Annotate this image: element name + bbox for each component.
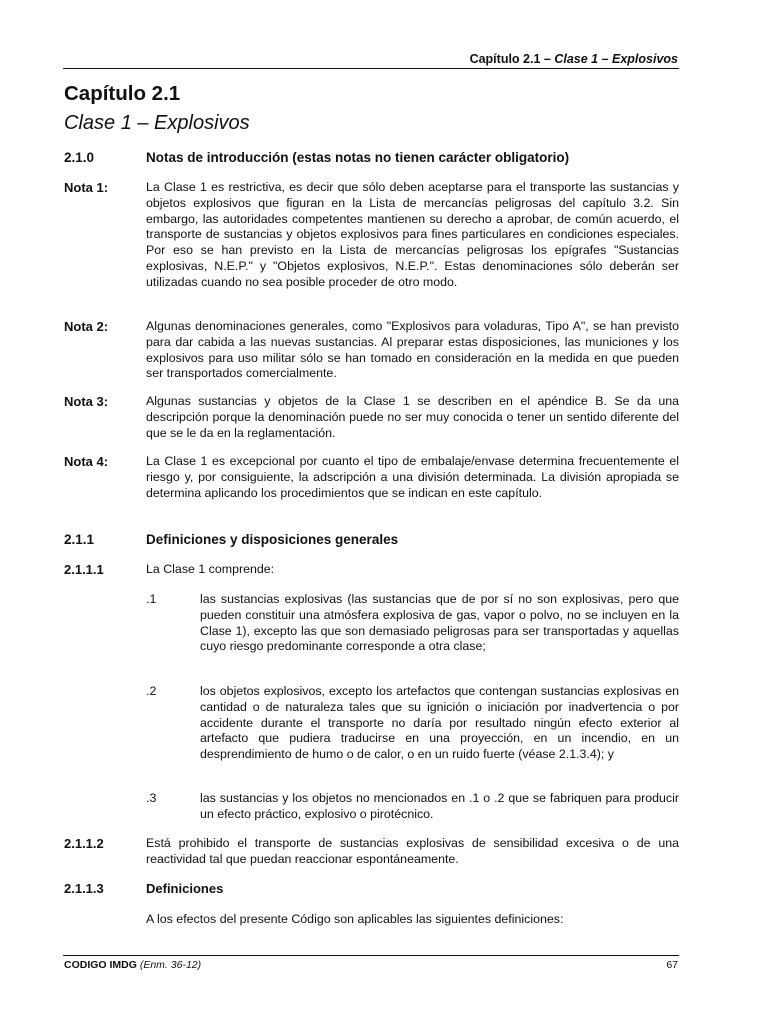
clause-number-2-1-1-2: 2.1.1.2 (64, 836, 104, 851)
list-marker: .3 (146, 791, 157, 805)
page-number: 67 (666, 959, 678, 971)
chapter-subtitle: Clase 1 – Explosivos (64, 112, 250, 134)
note-label: Nota 2: (64, 319, 109, 334)
running-header-italic: Clase 1 – Explosivos (554, 52, 678, 66)
list-marker: .1 (146, 592, 157, 606)
clause-number-2-1-1-1: 2.1.1.1 (64, 562, 104, 577)
list-item-text: las sustancias explosivas (las sustancias que de por sí no son explosivas, pero que pueden constituir una atmósfera explosiva de gas, vapor o polvo, no se incluyen en la Clase 1), excepto las que son demasiado peligrosas para ser transportadas y aquellas cuyo riesgo predominante corresponde a otra clase; (200, 592, 679, 654)
footer-rule (63, 955, 679, 956)
running-header (470, 51, 678, 67)
list-item-text: las sustancias y los objetos no mencionados en .1 o .2 que se fabriquen para producir un efecto práctico, explosivo o pirotécnico. (200, 791, 679, 821)
clause-title-2-1-1-3: Definiciones (146, 881, 224, 896)
section-title: Notas de introducción (estas notas no tienen carácter obligatorio) (146, 150, 570, 165)
list-item-text: los objetos explosivos, excepto los artefactos que contengan sustancias explosivas en cantidad o de naturaleza tales que su ignición o iniciación por inadvertencia o por accidente durante el transporte no daría por resultado ningún efecto exterior al artefacto que pudiera traducirse en una proyección, en un incendio, en un desprendimiento de humo o de calor, o en un ruido fuerte (véase 2.1.3.4); y (200, 684, 679, 762)
header-rule (63, 68, 679, 69)
note-text: Algunas sustancias y objetos de la Clase 1 se describen en el apéndice B. Se da una descripción porque la denominación puede no ser muy conocida o tener un sentido diferente del que se le da en la reglamentación. (146, 394, 679, 440)
chapter-number: Capítulo 2.1 (64, 82, 181, 105)
note-label: Nota 3: (64, 394, 109, 409)
section-number: 2.1.1 (64, 532, 95, 547)
footer-amendment: (Enm. 36-12) (139, 959, 202, 971)
footer-code (64, 958, 201, 972)
clause-text-2-1-1-3: A los efectos del presente Código son aplicables las siguientes definiciones: (146, 912, 564, 926)
footer-code-name: CODIGO IMDG (64, 959, 137, 971)
note-label: Nota 4: (64, 454, 109, 469)
note-label: Nota 1: (64, 180, 109, 195)
note-text: Algunas denominaciones generales, como "Explosivos para voladuras, Tipo A", se han previsto para dar cabida a las nuevas sustancias. Al preparar estas disposiciones, las municiones y los explosivos para uso militar sólo se han tomado en consideración en la medida en que pueden ser transportados comercialmente. (146, 319, 679, 381)
note-text: La Clase 1 es excepcional por cuanto el tipo de embalaje/envase determina frecuentemente el riesgo y, por consiguiente, la adscripción a una división determinada. La división apropiada se determina aplicando los procedimientos que se indican en este capítulo. (146, 454, 679, 500)
running-header-prefix: Capítulo 2.1 – (469, 52, 555, 66)
section-number: 2.1.0 (64, 150, 95, 165)
clause-text-2-1-1-2: Está prohibido el transporte de sustancias explosivas de sensibilidad excesiva o de una reactividad tal que puedan reaccionar espontáneamente. (146, 836, 679, 866)
list-marker: .2 (146, 684, 157, 698)
note-text: La Clase 1 es restrictiva, es decir que sólo deben aceptarse para el transporte las sustancias y objetos explosivos que figuran en la Lista de mercancías peligrosas del capítulo 3.2. Sin embargo, las autoridades competentes mantienen su derecho a aprobar, de común acuerdo, el transporte de sustancias y objetos explosivos para fines particulares en condiciones especiales. Por eso se han previsto en la Lista de mercancías peligrosas los epígrafes "Sustancias explosivas, N.E.P." y "Objetos explosivos, N.E.P.". Estas denominaciones sólo deberán ser utilizadas cuando no sea posible proceder de otro modo. (146, 180, 679, 289)
clause-intro: La Clase 1 comprende: (146, 562, 275, 576)
section-title: Definiciones y disposiciones generales (146, 532, 399, 547)
clause-number-2-1-1-3: 2.1.1.3 (64, 881, 104, 896)
